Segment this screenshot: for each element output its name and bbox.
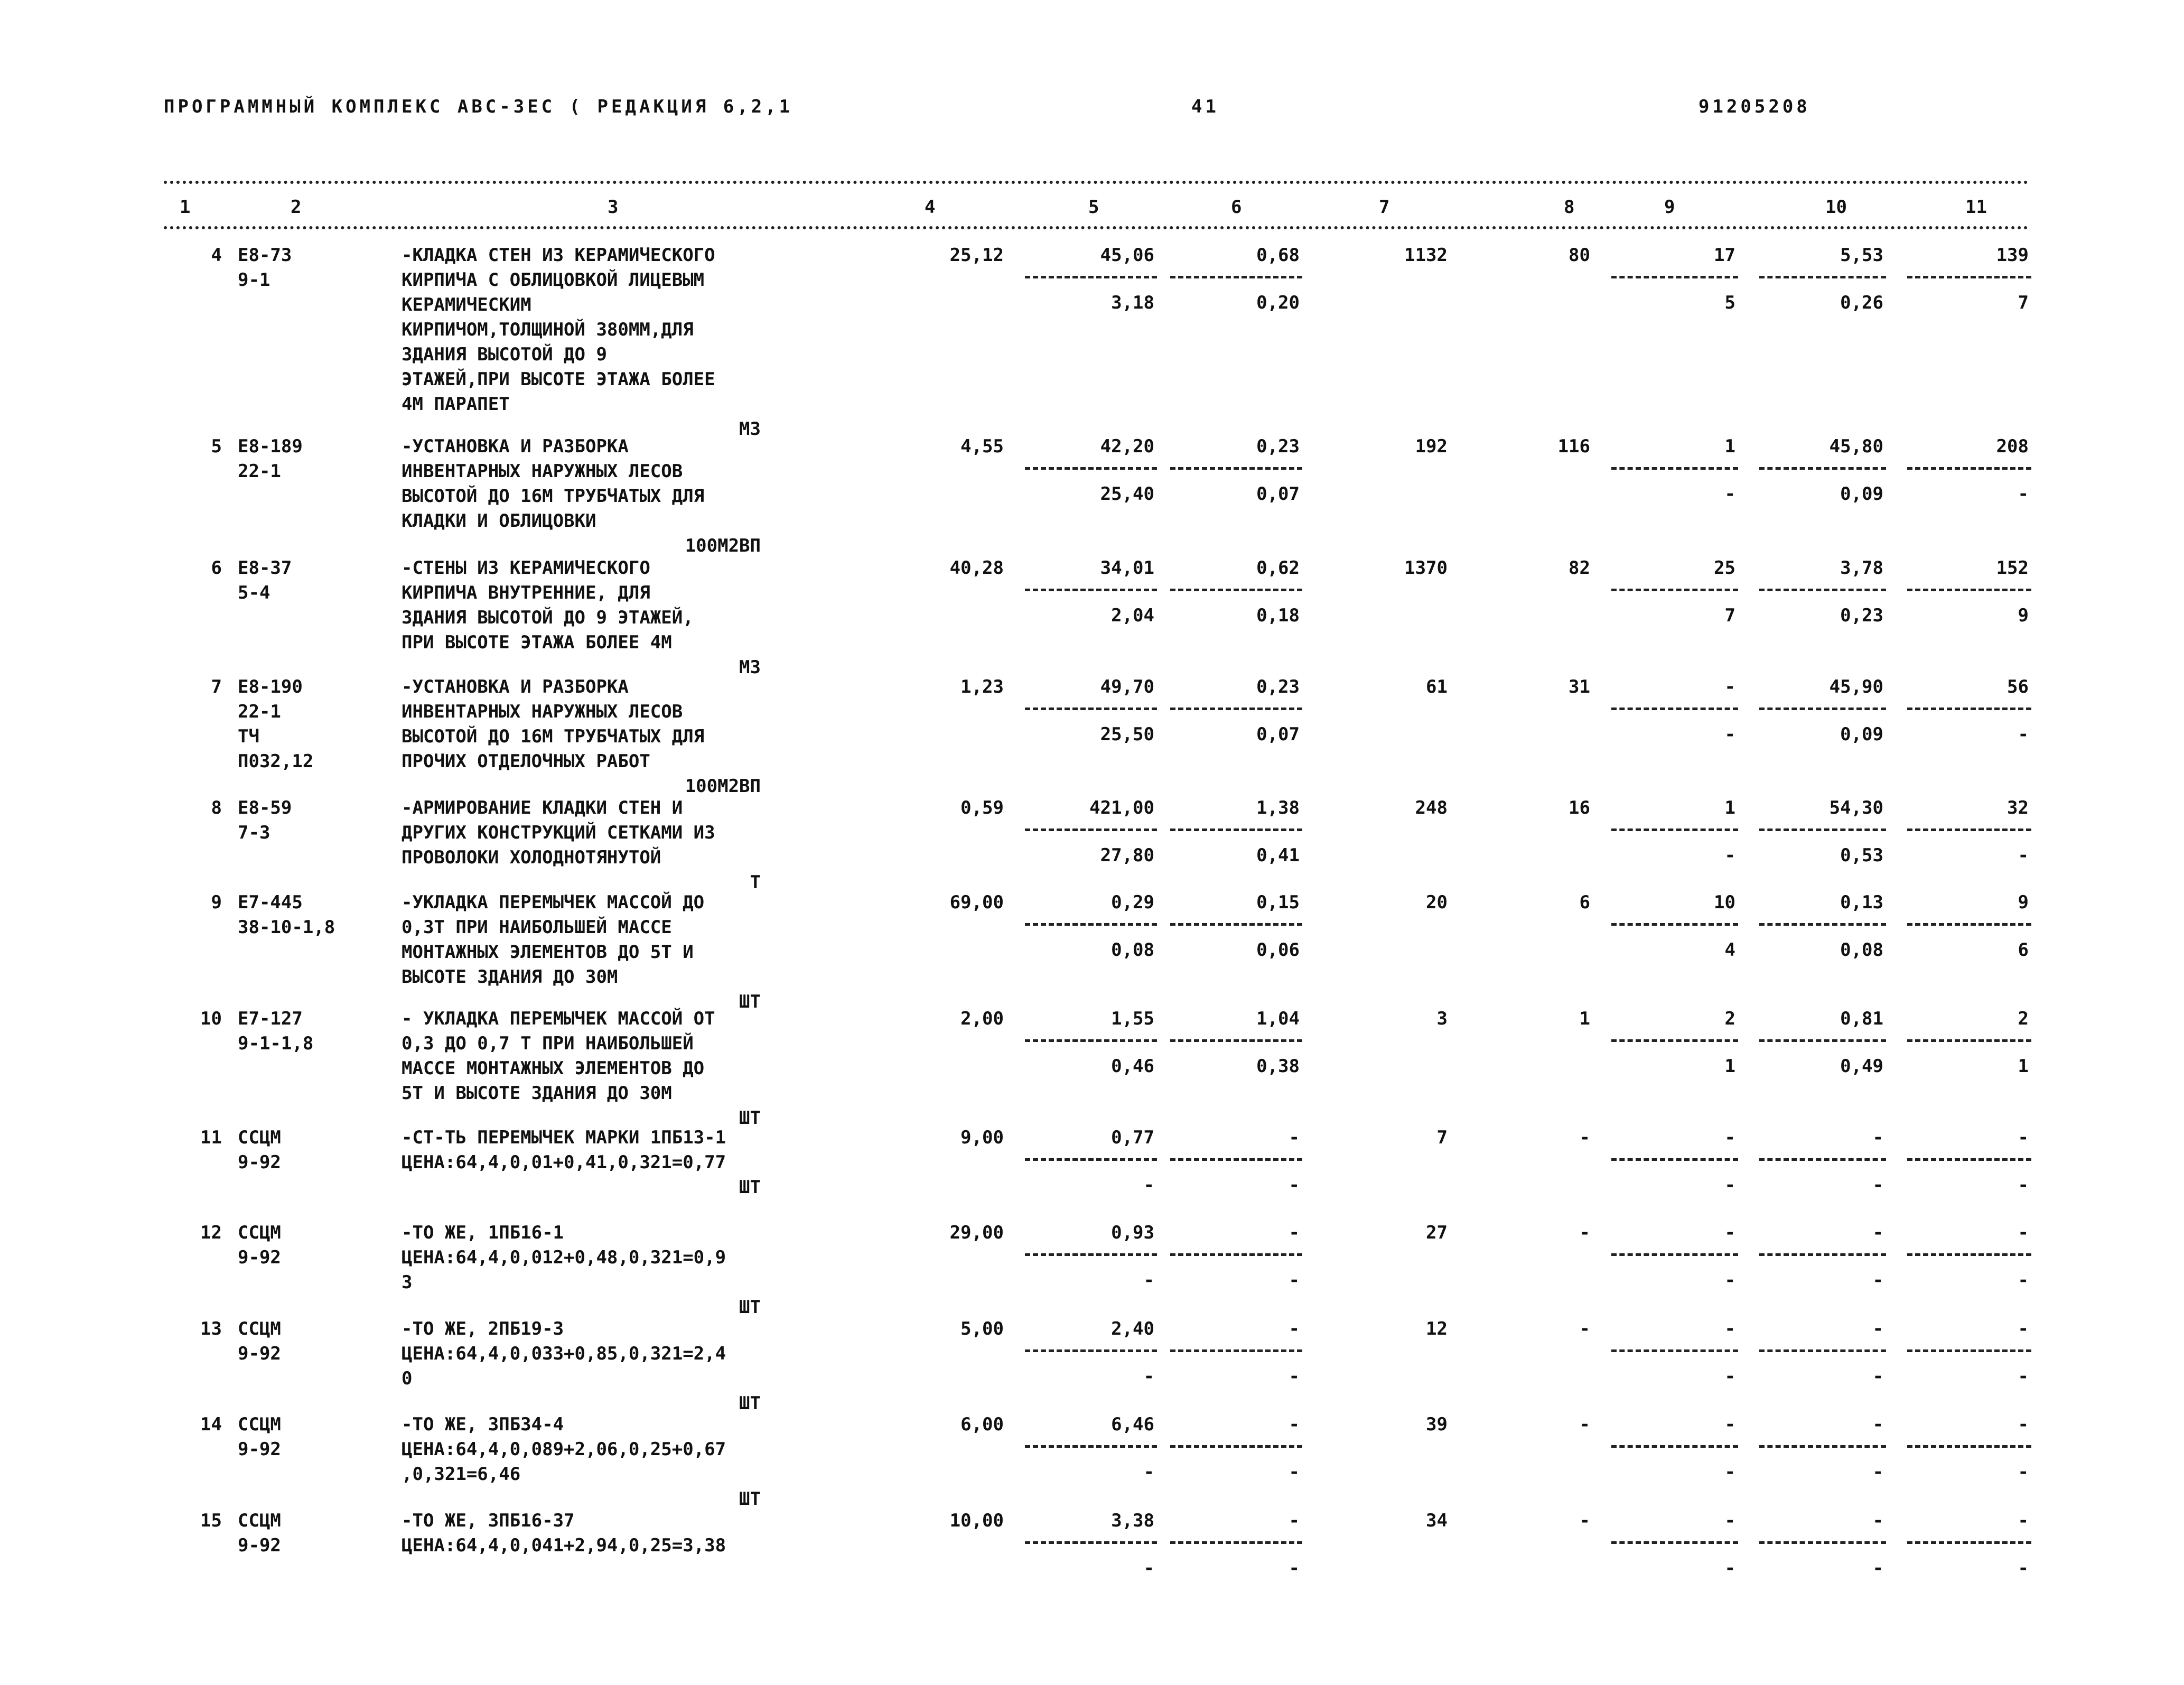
total-cost: 1370 (1404, 557, 1448, 579)
cell-separator (1025, 1349, 1157, 1352)
cell-separator (1907, 1253, 2031, 1256)
cell-separator (1759, 1445, 1886, 1448)
cell-separator (1611, 923, 1738, 926)
total-cost: 7 (1436, 1127, 1448, 1148)
column-10-sub: 0,09 (1840, 483, 1883, 505)
column-11-value: 139 (1996, 245, 2029, 266)
rate-code: Е7-445 38-10-1,8 (238, 892, 335, 938)
column-9-value: - (1724, 1127, 1735, 1148)
row-number: 5 (211, 436, 222, 457)
quantity: 2,00 (960, 1008, 1004, 1029)
cell-separator (1025, 589, 1157, 591)
column-11-sub: 1 (2018, 1056, 2029, 1077)
work-description: -ТО ЖЕ, 3ПБ34-4 ЦЕНА:64,4,0,089+2,06,0,25+0,67 ,0,321=6,46 (402, 1414, 726, 1485)
quantity: 1,23 (960, 676, 1004, 697)
unit-cost: 0,29 (1111, 892, 1154, 913)
cell-separator (1611, 1349, 1738, 1352)
cell-separator (1759, 467, 1886, 470)
unit-of-measure: ШТ (739, 1297, 761, 1318)
unit-cost: 2,40 (1111, 1318, 1154, 1339)
wages-total: 6 (1579, 892, 1590, 913)
cell-separator (1907, 1445, 2031, 1448)
unit-cost: 49,70 (1100, 676, 1154, 697)
unit-cost-wages: 0,08 (1111, 939, 1154, 961)
unit-cost-wages: - (1143, 1461, 1154, 1483)
wages-total: 82 (1569, 557, 1590, 579)
cell-separator (1170, 923, 1302, 926)
unit-cost-wages: - (1143, 1270, 1154, 1291)
column-10-value: 45,90 (1829, 676, 1883, 697)
machine-cost-wages: 0,20 (1256, 292, 1300, 313)
column-10-sub: - (1872, 1461, 1883, 1483)
wages-total: 80 (1569, 245, 1590, 266)
row-number: 10 (200, 1008, 222, 1029)
column-11-sub: 7 (2018, 292, 2029, 313)
cell-separator (1170, 828, 1302, 831)
column-9-value: - (1724, 1222, 1735, 1243)
cell-separator (1611, 276, 1738, 278)
column-9-sub: - (1724, 724, 1735, 745)
machine-cost: - (1289, 1127, 1300, 1148)
cell-separator (1611, 1253, 1738, 1256)
quantity: 6,00 (960, 1414, 1004, 1435)
unit-cost: 45,06 (1100, 245, 1154, 266)
wages-total: 31 (1569, 676, 1590, 697)
column-9-value: 2 (1724, 1008, 1735, 1029)
work-description: -УКЛАДКА ПЕРЕМЫЧЕК МАССОЙ ДО 0,3Т ПРИ НАИБОЛЬШЕЙ МАССЕ МОНТАЖНЫХ ЭЛЕМЕНТОВ ДО 5Т И ВЫСОТЕ ЗДАНИЯ ДО 30М (402, 892, 705, 988)
cell-separator (1907, 467, 2031, 470)
column-10-value: 0,81 (1840, 1008, 1883, 1029)
rate-code: Е8-189 22-1 (238, 436, 303, 482)
unit-of-measure: М3 (739, 657, 761, 678)
column-9-sub: - (1724, 1461, 1735, 1483)
unit-cost: 6,46 (1111, 1414, 1154, 1435)
quantity: 5,00 (960, 1318, 1004, 1339)
column-10-sub: 0,49 (1840, 1056, 1883, 1077)
cell-separator (1170, 1039, 1302, 1042)
row-number: 12 (200, 1222, 222, 1243)
machine-cost: 0,15 (1256, 892, 1300, 913)
unit-cost: 42,20 (1100, 436, 1154, 457)
cell-separator (1025, 467, 1157, 470)
column-9-sub: - (1724, 845, 1735, 866)
quantity: 0,59 (960, 797, 1004, 818)
column-9-value: - (1724, 676, 1735, 697)
column-9-sub: 4 (1724, 939, 1735, 961)
column-9-sub: 7 (1724, 605, 1735, 626)
cell-separator (1759, 1039, 1886, 1042)
cell-separator (1759, 1158, 1886, 1161)
total-cost: 34 (1426, 1510, 1448, 1531)
column-11-value: 152 (1996, 557, 2029, 579)
cell-separator (1025, 1445, 1157, 1448)
column-11-value: 56 (2007, 676, 2029, 697)
column-9-value: 1 (1724, 436, 1735, 457)
wages-total: - (1579, 1414, 1590, 1435)
quantity: 29,00 (949, 1222, 1004, 1243)
total-cost: 27 (1426, 1222, 1448, 1243)
column-number: 7 (1379, 197, 1390, 218)
unit-cost-wages: 2,04 (1111, 605, 1154, 626)
column-10-sub: - (1872, 1270, 1883, 1291)
document-code: 91205208 (1698, 96, 1810, 117)
unit-cost-wages: - (1143, 1558, 1154, 1579)
column-11-sub: - (2018, 724, 2029, 745)
machine-cost-wages: - (1289, 1366, 1300, 1387)
column-10-value: 3,78 (1840, 557, 1883, 579)
cell-separator (1907, 276, 2031, 278)
machine-cost: 0,23 (1256, 676, 1300, 697)
cell-separator (1170, 1253, 1302, 1256)
rate-code: Е8-59 7-3 (238, 797, 292, 843)
column-9-sub: - (1724, 1175, 1735, 1196)
cell-separator (1759, 828, 1886, 831)
cell-separator (1759, 1349, 1886, 1352)
cell-separator (1907, 1541, 2031, 1544)
row-number: 15 (200, 1510, 222, 1531)
cell-separator (1170, 276, 1302, 278)
column-10-value: - (1872, 1414, 1883, 1435)
column-9-value: 1 (1724, 797, 1735, 818)
column-10-sub: 0,08 (1840, 939, 1883, 961)
machine-cost: - (1289, 1414, 1300, 1435)
row-number: 14 (200, 1414, 222, 1435)
cell-separator (1170, 467, 1302, 470)
unit-of-measure: ШТ (739, 991, 761, 1012)
top-rule (164, 181, 2029, 184)
cell-separator (1611, 1039, 1738, 1042)
machine-cost-wages: 0,07 (1256, 483, 1300, 505)
column-10-sub: 0,09 (1840, 724, 1883, 745)
column-11-sub: - (2018, 1175, 2029, 1196)
column-number: 3 (608, 197, 619, 218)
work-description: -КЛАДКА СТЕН ИЗ КЕРАМИЧЕСКОГО КИРПИЧА С ОБЛИЦОВКОЙ ЛИЦЕВЫМ КЕРАМИЧЕСКИМ КИРПИЧОМ,ТОЛЩИНОЙ 380ММ,ДЛЯ ЗДАНИЯ ВЫСОТОЙ ДО 9 ЭТАЖЕЙ,ПРИ ВЫСОТЕ ЭТАЖА БОЛЕЕ 4М ПАРАПЕТ (402, 245, 715, 415)
unit-of-measure: ШТ (739, 1488, 761, 1510)
unit-of-measure: ШТ (739, 1107, 761, 1129)
unit-cost-wages: - (1143, 1366, 1154, 1387)
column-11-value: - (2018, 1510, 2029, 1531)
unit-of-measure: Т (750, 872, 761, 893)
wages-total: 16 (1569, 797, 1590, 818)
machine-cost-wages: - (1289, 1175, 1300, 1196)
wages-total: - (1579, 1318, 1590, 1339)
cell-separator (1025, 276, 1157, 278)
total-cost: 39 (1426, 1414, 1448, 1435)
unit-cost: 0,77 (1111, 1127, 1154, 1148)
total-cost: 1132 (1404, 245, 1448, 266)
cell-separator (1759, 923, 1886, 926)
cell-separator (1907, 828, 2031, 831)
machine-cost: - (1289, 1318, 1300, 1339)
column-10-sub: - (1872, 1558, 1883, 1579)
column-11-sub: - (2018, 845, 2029, 866)
column-11-sub: - (2018, 1461, 2029, 1483)
total-cost: 20 (1426, 892, 1448, 913)
cell-separator (1907, 707, 2031, 710)
wages-total: - (1579, 1222, 1590, 1243)
unit-cost: 1,55 (1111, 1008, 1154, 1029)
cell-separator (1759, 589, 1886, 591)
column-number: 1 (180, 197, 191, 218)
column-11-value: - (2018, 1318, 2029, 1339)
work-description: -УСТАНОВКА И РАЗБОРКА ИНВЕНТАРНЫХ НАРУЖНЫХ ЛЕСОВ ВЫСОТОЙ ДО 16М ТРУБЧАТЫХ ДЛЯ ПРОЧИХ ОТДЕЛОЧНЫХ РАБОТ (402, 676, 705, 772)
column-10-value: 54,30 (1829, 797, 1883, 818)
header-rule (164, 226, 2029, 229)
quantity: 9,00 (960, 1127, 1004, 1148)
column-10-value: - (1872, 1510, 1883, 1531)
unit-of-measure: ШТ (739, 1177, 761, 1198)
machine-cost: 0,62 (1256, 557, 1300, 579)
unit-of-measure: 100М2ВП (685, 535, 761, 556)
column-11-sub: - (2018, 1366, 2029, 1387)
column-10-sub: - (1872, 1175, 1883, 1196)
unit-of-measure: 100М2ВП (685, 776, 761, 797)
cell-separator (1170, 1158, 1302, 1161)
cell-separator (1025, 1253, 1157, 1256)
column-number: 4 (925, 197, 936, 218)
rate-code: ССЦМ 9-92 (238, 1414, 281, 1460)
cell-separator (1611, 589, 1738, 591)
unit-cost-wages: 25,40 (1100, 483, 1154, 505)
column-11-value: 32 (2007, 797, 2029, 818)
unit-of-measure: ШТ (739, 1393, 761, 1414)
row-number: 13 (200, 1318, 222, 1339)
cell-separator (1611, 1158, 1738, 1161)
column-10-value: - (1872, 1127, 1883, 1148)
rate-code: ССЦМ 9-92 (238, 1127, 281, 1173)
column-11-sub: - (2018, 483, 2029, 505)
cell-separator (1025, 1039, 1157, 1042)
column-10-value: 5,53 (1840, 245, 1883, 266)
column-9-value: 10 (1714, 892, 1735, 913)
column-11-value: 2 (2018, 1008, 2029, 1029)
column-11-value: 208 (1996, 436, 2029, 457)
column-9-sub: - (1724, 1366, 1735, 1387)
column-number: 5 (1088, 197, 1099, 218)
column-10-value: 0,13 (1840, 892, 1883, 913)
work-description: -ТО ЖЕ, 3ПБ16-37 ЦЕНА:64,4,0,041+2,94,0,25=3,38 (402, 1510, 726, 1556)
column-11-sub: - (2018, 1270, 2029, 1291)
cell-separator (1170, 1445, 1302, 1448)
column-10-value: - (1872, 1222, 1883, 1243)
machine-cost: - (1289, 1222, 1300, 1243)
row-number: 8 (211, 797, 222, 818)
quantity: 25,12 (949, 245, 1004, 266)
column-11-sub: 9 (2018, 605, 2029, 626)
unit-cost: 34,01 (1100, 557, 1154, 579)
cell-separator (1170, 707, 1302, 710)
column-10-value: - (1872, 1318, 1883, 1339)
column-number: 8 (1564, 197, 1575, 218)
cell-separator (1611, 707, 1738, 710)
work-description: -ТО ЖЕ, 1ПБ16-1 ЦЕНА:64,4,0,012+0,48,0,321=0,9 3 (402, 1222, 726, 1293)
work-description: - УКЛАДКА ПЕРЕМЫЧЕК МАССОЙ ОТ 0,3 ДО 0,7 Т ПРИ НАИБОЛЬШЕЙ МАССЕ МОНТАЖНЫХ ЭЛЕМЕНТОВ ДО 5Т И ВЫСОТЕ ЗДАНИЯ ДО 30М (402, 1008, 715, 1104)
machine-cost: 0,68 (1256, 245, 1300, 266)
machine-cost: 0,23 (1256, 436, 1300, 457)
cell-separator (1611, 1445, 1738, 1448)
unit-cost: 0,93 (1111, 1222, 1154, 1243)
row-number: 7 (211, 676, 222, 697)
cell-separator (1759, 276, 1886, 278)
machine-cost-wages: 0,18 (1256, 605, 1300, 626)
unit-cost-wages: 0,46 (1111, 1056, 1154, 1077)
machine-cost-wages: 0,07 (1256, 724, 1300, 745)
work-description: -ТО ЖЕ, 2ПБ19-3 ЦЕНА:64,4,0,033+0,85,0,321=2,4 0 (402, 1318, 726, 1389)
rate-code: Е8-73 9-1 (238, 245, 292, 291)
column-number: 11 (1965, 197, 1987, 218)
quantity: 10,00 (949, 1510, 1004, 1531)
cell-separator (1611, 828, 1738, 831)
column-9-sub: - (1724, 1270, 1735, 1291)
cell-separator (1025, 1541, 1157, 1544)
column-number: 6 (1231, 197, 1242, 218)
column-9-sub: 1 (1724, 1056, 1735, 1077)
rate-code: ССЦМ 9-92 (238, 1510, 281, 1556)
rate-code: Е8-37 5-4 (238, 557, 292, 603)
unit-cost-wages: 3,18 (1111, 292, 1154, 313)
row-number: 11 (200, 1127, 222, 1148)
wages-total: 1 (1579, 1008, 1590, 1029)
machine-cost: 1,38 (1256, 797, 1300, 818)
column-11-sub: 6 (2018, 939, 2029, 961)
column-11-value: - (2018, 1414, 2029, 1435)
column-9-sub: - (1724, 483, 1735, 505)
cell-separator (1025, 1158, 1157, 1161)
wages-total: - (1579, 1510, 1590, 1531)
row-number: 4 (211, 245, 222, 266)
column-9-sub: 5 (1724, 292, 1735, 313)
program-title: ПРОГРАММНЫЙ КОМПЛЕКС АВС-3ЕС ( РЕДАКЦИЯ 6,2,1 (164, 96, 794, 117)
machine-cost-wages: 0,41 (1256, 845, 1300, 866)
column-10-sub: 0,26 (1840, 292, 1883, 313)
cell-separator (1907, 923, 2031, 926)
rate-code: ССЦМ 9-92 (238, 1222, 281, 1268)
machine-cost-wages: - (1289, 1558, 1300, 1579)
page-number: 41 (1191, 96, 1219, 117)
column-9-value: 17 (1714, 245, 1735, 266)
cell-separator (1759, 1253, 1886, 1256)
work-description: -СТЕНЫ ИЗ КЕРАМИЧЕСКОГО КИРПИЧА ВНУТРЕННИЕ, ДЛЯ ЗДАНИЯ ВЫСОТОЙ ДО 9 ЭТАЖЕЙ, ПРИ ВЫСОТЕ ЭТАЖА БОЛЕЕ 4М (402, 557, 694, 653)
rate-code: ССЦМ 9-92 (238, 1318, 281, 1364)
total-cost: 248 (1415, 797, 1448, 818)
cell-separator (1025, 923, 1157, 926)
total-cost: 12 (1426, 1318, 1448, 1339)
wages-total: - (1579, 1127, 1590, 1148)
cell-separator (1170, 1349, 1302, 1352)
row-number: 9 (211, 892, 222, 913)
cell-separator (1907, 1039, 2031, 1042)
total-cost: 61 (1426, 676, 1448, 697)
column-number: 9 (1664, 197, 1675, 218)
machine-cost-wages: - (1289, 1270, 1300, 1291)
cell-separator (1025, 707, 1157, 710)
column-9-value: - (1724, 1414, 1735, 1435)
rate-code: Е8-190 22-1 ТЧ П032,12 (238, 676, 314, 772)
column-11-sub: - (2018, 1558, 2029, 1579)
column-number: 10 (1825, 197, 1847, 218)
column-10-sub: - (1872, 1366, 1883, 1387)
quantity: 4,55 (960, 436, 1004, 457)
cell-separator (1611, 1541, 1738, 1544)
unit-cost: 3,38 (1111, 1510, 1154, 1531)
column-11-value: - (2018, 1127, 2029, 1148)
column-number-header (0, 197, 2184, 223)
row-number: 6 (211, 557, 222, 579)
unit-of-measure: М3 (739, 418, 761, 440)
column-10-sub: 0,53 (1840, 845, 1883, 866)
cell-separator (1170, 1541, 1302, 1544)
machine-cost-wages: 0,06 (1256, 939, 1300, 961)
column-9-sub: - (1724, 1558, 1735, 1579)
work-description: -АРМИРОВАНИЕ КЛАДКИ СТЕН И ДРУГИХ КОНСТРУКЦИЙ СЕТКАМИ ИЗ ПРОВОЛОКИ ХОЛОДНОТЯНУТОЙ (402, 797, 715, 868)
cell-separator (1025, 828, 1157, 831)
column-9-value: - (1724, 1510, 1735, 1531)
column-9-value: 25 (1714, 557, 1735, 579)
quantity: 40,28 (949, 557, 1004, 579)
cell-separator (1759, 1541, 1886, 1544)
machine-cost: - (1289, 1510, 1300, 1531)
machine-cost-wages: 0,38 (1256, 1056, 1300, 1077)
machine-cost-wages: - (1289, 1461, 1300, 1483)
unit-cost-wages: 27,80 (1100, 845, 1154, 866)
column-10-sub: 0,23 (1840, 605, 1883, 626)
total-cost: 192 (1415, 436, 1448, 457)
column-11-value: 9 (2018, 892, 2029, 913)
cell-separator (1907, 1349, 2031, 1352)
total-cost: 3 (1436, 1008, 1448, 1029)
column-number: 2 (291, 197, 302, 218)
cell-separator (1170, 589, 1302, 591)
machine-cost: 1,04 (1256, 1008, 1300, 1029)
unit-cost-wages: 25,50 (1100, 724, 1154, 745)
cell-separator (1611, 467, 1738, 470)
work-description: -СТ-ТЬ ПЕРЕМЫЧЕК МАРКИ 1ПБ13-1 ЦЕНА:64,4,0,01+0,41,0,321=0,77 (402, 1127, 726, 1173)
rate-code: Е7-127 9-1-1,8 (238, 1008, 314, 1054)
quantity: 69,00 (949, 892, 1004, 913)
column-9-value: - (1724, 1318, 1735, 1339)
unit-cost: 421,00 (1089, 797, 1154, 818)
wages-total: 116 (1557, 436, 1590, 457)
unit-cost-wages: - (1143, 1175, 1154, 1196)
work-description: -УСТАНОВКА И РАЗБОРКА ИНВЕНТАРНЫХ НАРУЖНЫХ ЛЕСОВ ВЫСОТОЙ ДО 16М ТРУБЧАТЫХ ДЛЯ КЛАДКИ И ОБЛИЦОВКИ (402, 436, 705, 532)
column-10-value: 45,80 (1829, 436, 1883, 457)
column-11-value: - (2018, 1222, 2029, 1243)
cell-separator (1759, 707, 1886, 710)
cell-separator (1907, 589, 2031, 591)
cell-separator (1907, 1158, 2031, 1161)
